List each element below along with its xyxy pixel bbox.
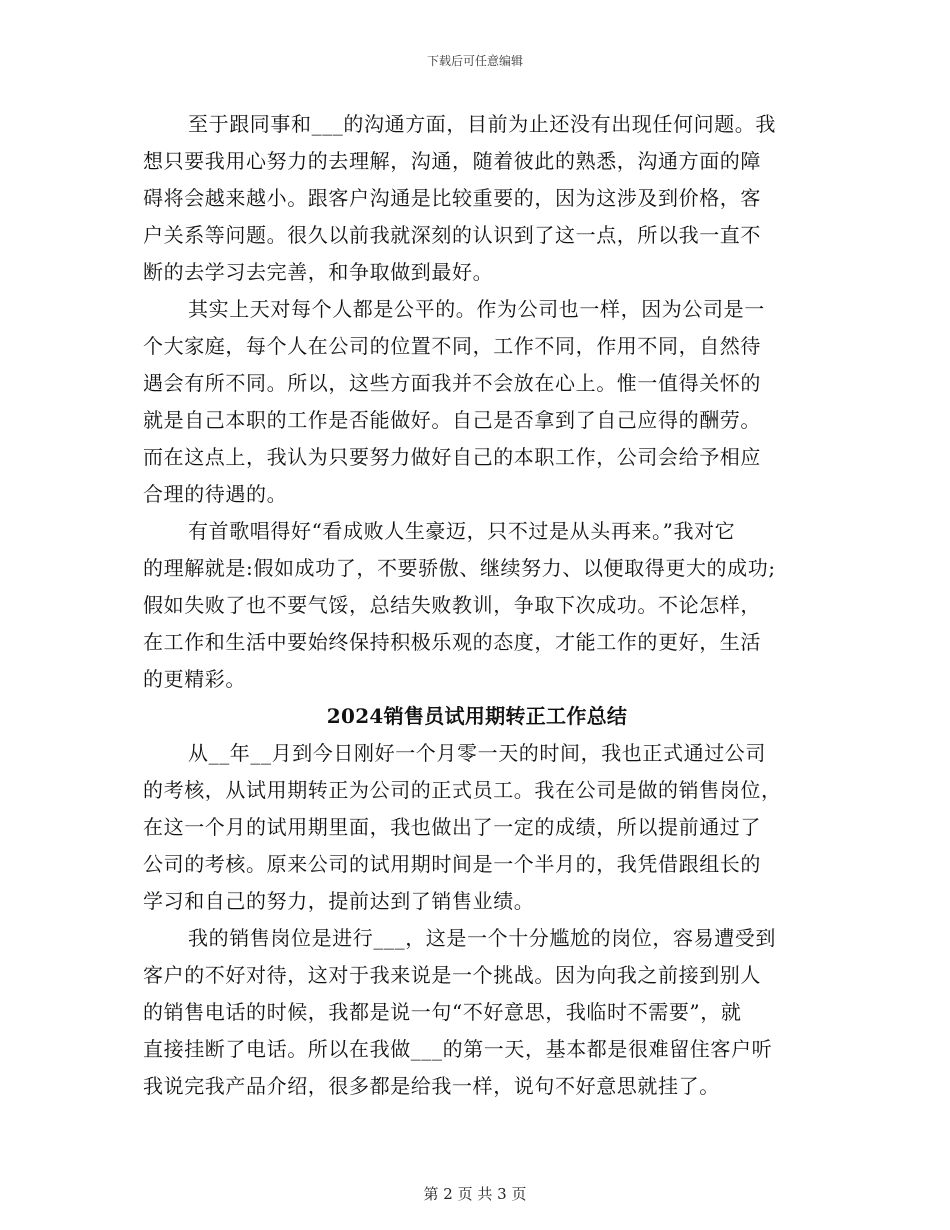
paragraph-sales-position	[143, 920, 811, 1105]
text-line: 公司的考核。原来公司的试用期时间是一个半月的，我凭借跟组长的	[143, 852, 761, 876]
text-line: 遇会有所不同。所以，这些方面我并不会放在心上。惟一值得关怀的	[143, 371, 761, 395]
paragraph-probation-intro	[143, 735, 811, 920]
text-line: 的更精彩。	[143, 667, 246, 691]
text-line: 想只要我用心努力的去理解，沟通，随着彼此的熟悉，沟通方面的障	[143, 149, 761, 173]
paragraph-fairness	[143, 291, 811, 513]
section-title: 2024销售员试用期转正工作总结	[326, 704, 628, 728]
text-line: 而在这点上，我认为只要努力做好自己的本职工作，公司会给予相应	[143, 445, 761, 469]
paragraph-colleague-communication	[143, 106, 811, 291]
page-footer: 第 2 页 共 3 页	[423, 1185, 527, 1203]
text-line: 客户的不好对待，这对于我来说是一个挑战。因为向我之前接到别人	[143, 963, 761, 987]
text-line: 的销售电话的时候，我都是说一句“不好意思，我临时不需要”，就	[143, 1000, 742, 1024]
text-line: 的考核，从试用期转正为公司的正式员工。我在公司是做的销售岗位，	[143, 778, 782, 802]
text-line: 有首歌唱得好“看成败人生豪迈，只不过是从头再来。”我对它	[188, 519, 736, 543]
text-line: 就是自己本职的工作是否能做好。自己是否拿到了自己应得的酬劳。	[143, 408, 761, 432]
text-line: 碍将会越来越小。跟客户沟通是比较重要的，因为这涉及到价格，客	[143, 186, 761, 210]
text-line: 学习和自己的努力，提前达到了销售业绩。	[143, 889, 535, 913]
text-line: 在这一个月的试用期里面，我也做出了一定的成绩，所以提前通过了	[143, 815, 761, 839]
text-line: 我的销售岗位是进行___，这是一个十分尴尬的岗位，容易遭受到	[188, 926, 776, 950]
page-header: 下载后可任意编辑	[426, 54, 523, 68]
text-line: 合理的待遇的。	[143, 482, 288, 506]
text-line: 我说完我产品介绍，很多都是给我一样，说句不好意思就挂了。	[143, 1074, 720, 1098]
text-line: 在工作和生活中要始终保持积极乐观的态度，才能工作的更好，生活	[143, 630, 761, 654]
text-line: 直接挂断了电话。所以在我做___的第一天，基本都是很难留住客户听	[143, 1037, 773, 1061]
text-line: 其实上天对每个人都是公平的。作为公司也一样，因为公司是一	[188, 297, 765, 321]
document-body	[143, 106, 811, 1105]
text-line: 从__年__月到今日刚好一个月零一天的时间，我也正式通过公司	[188, 741, 766, 765]
text-line: 个大家庭，每个人在公司的位置不同，工作不同，作用不同，自然待	[143, 334, 761, 358]
text-line: 的理解就是:假如成功了，不要骄傲、继续努力、以便取得更大的成功;	[143, 556, 776, 580]
text-line: 户关系等问题。很久以前我就深刻的认识到了这一点，所以我一直不	[143, 223, 761, 247]
text-line: 至于跟同事和___的沟通方面，目前为止还没有出现任何问题。我	[188, 112, 776, 136]
text-line: 断的去学习去完善，和争取做到最好。	[143, 260, 494, 284]
text-line: 假如失败了也不要气馁，总结失败教训，争取下次成功。不论怎样，	[143, 593, 761, 617]
paragraph-song-quote	[143, 513, 811, 698]
